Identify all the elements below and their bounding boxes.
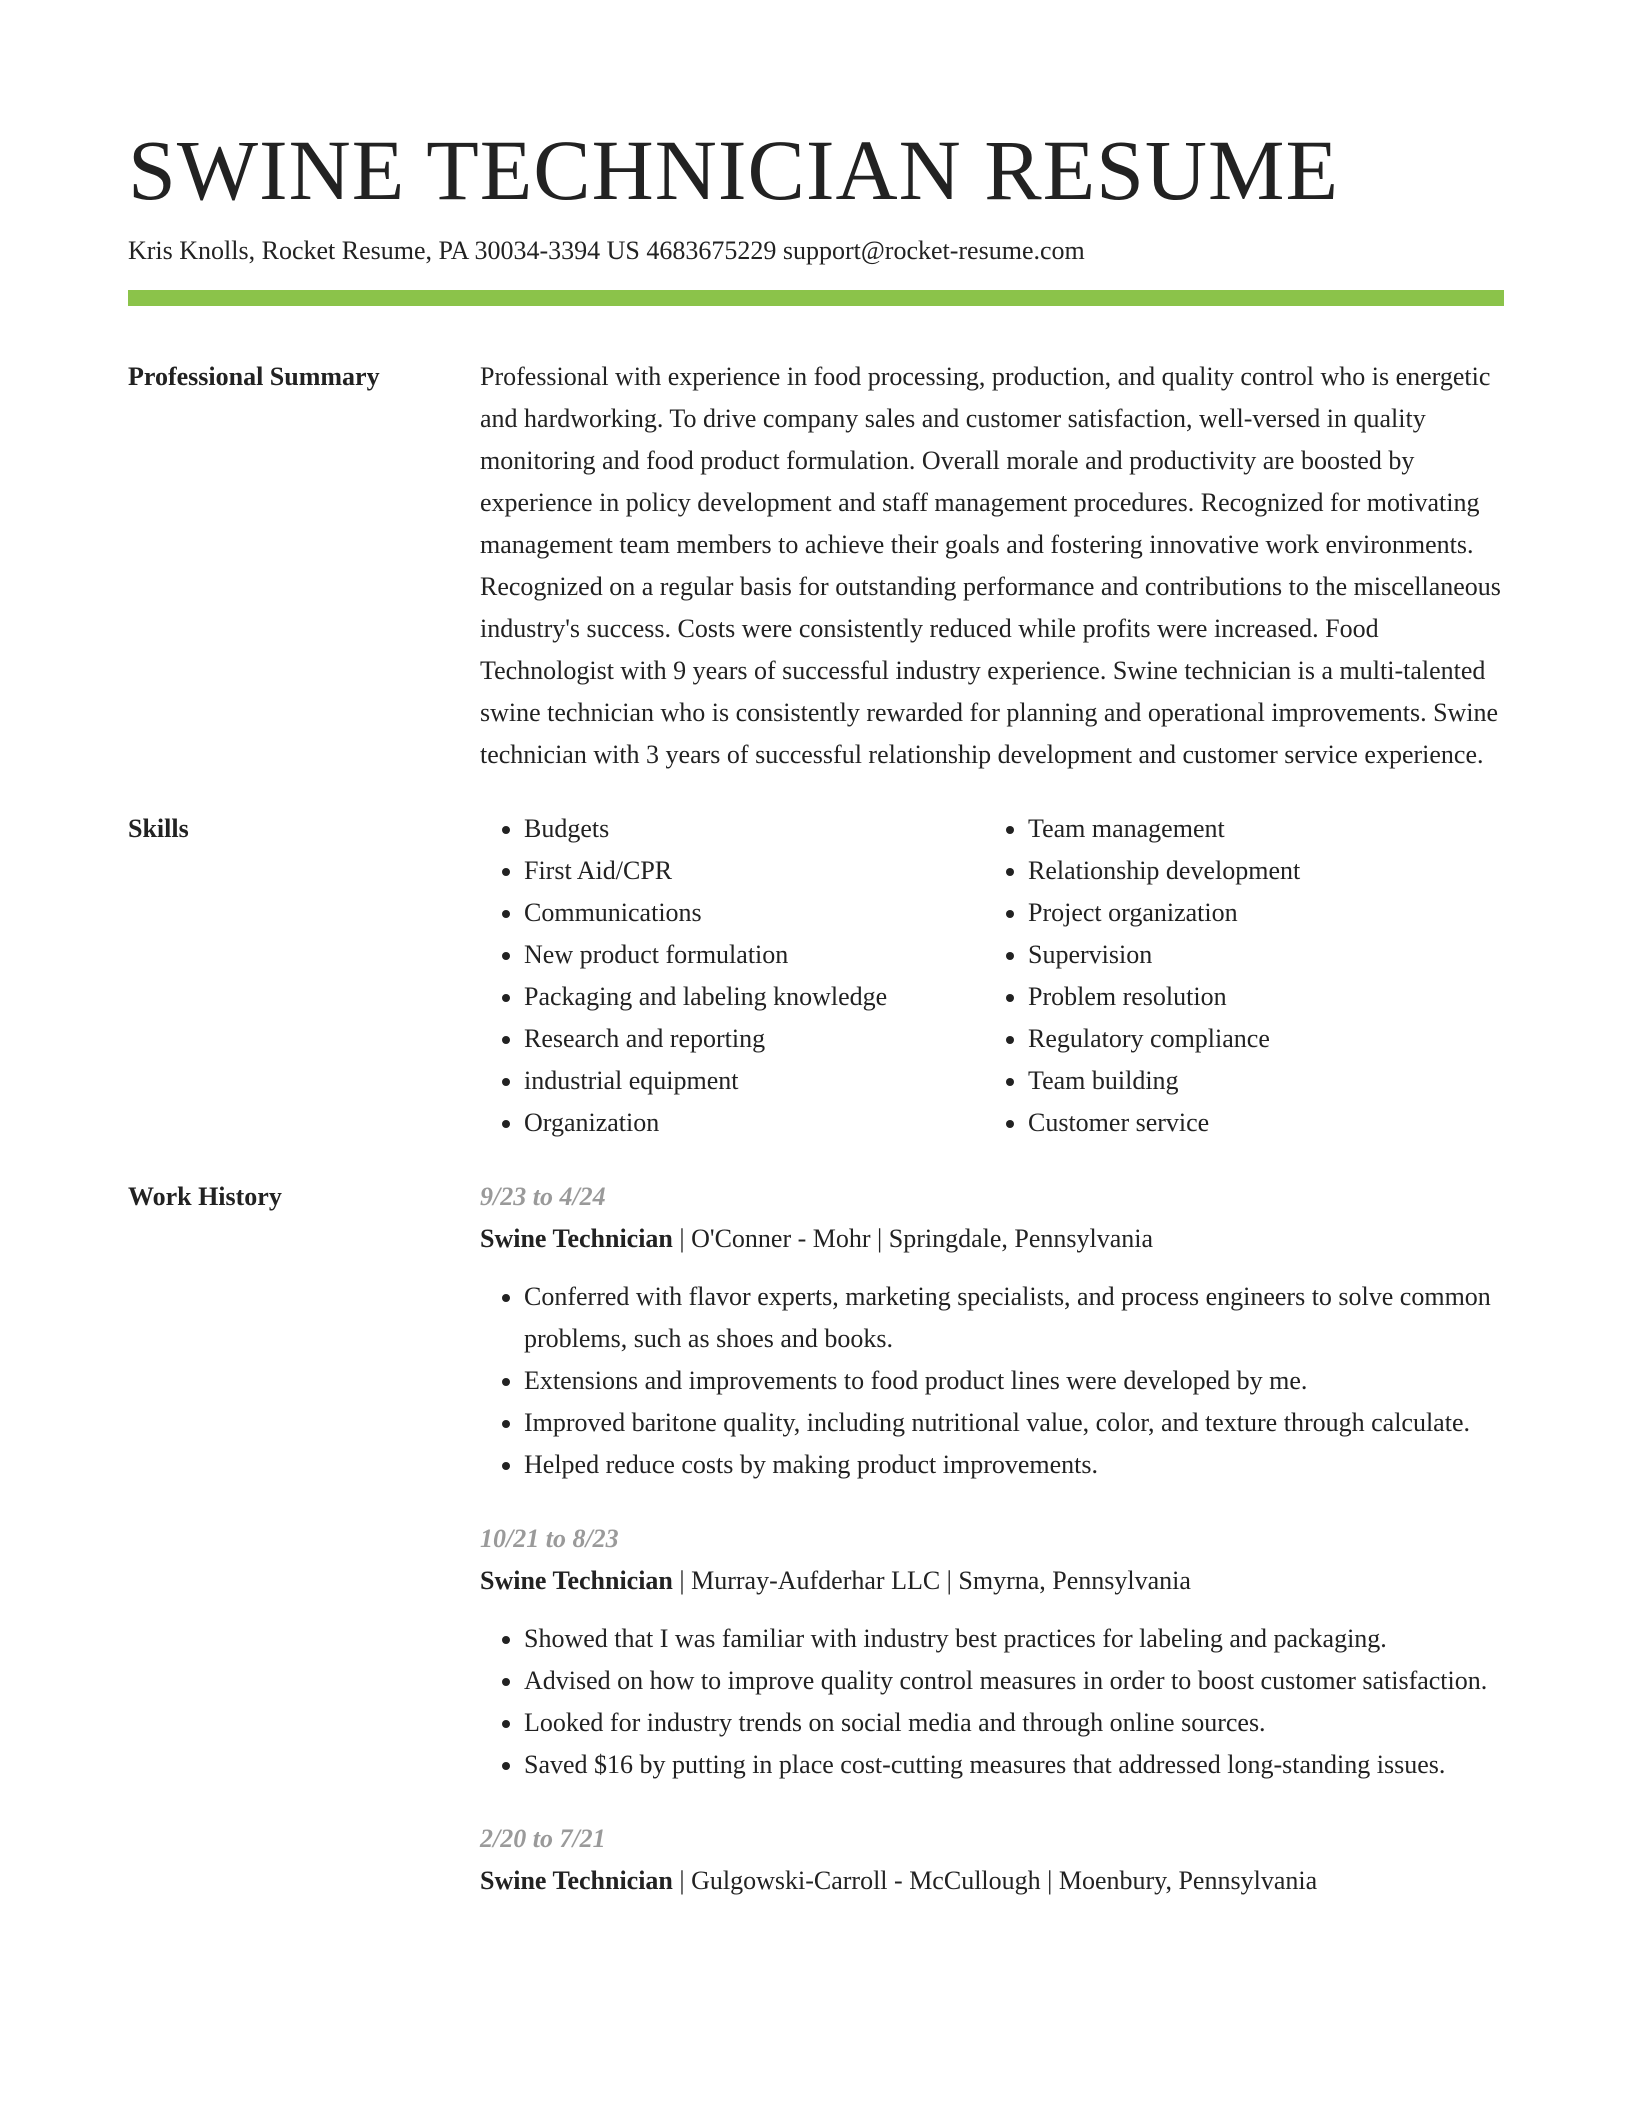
job-details: | Gulgowski-Carroll - McCullough | Moenbury, Pennsylvania xyxy=(672,1866,1318,1895)
section-label-summary: Professional Summary xyxy=(128,362,380,391)
job-details: | O'Conner - Mohr | Springdale, Pennsylvania xyxy=(672,1224,1154,1253)
job-title: Swine Technician xyxy=(480,1866,673,1895)
skill-item: • Problem resolution xyxy=(1028,976,1488,1018)
skill-item: • Packaging and labeling knowledge xyxy=(524,976,984,1018)
job-title: Swine Technician xyxy=(480,1566,673,1595)
skill-item: • Relationship development xyxy=(1028,850,1488,892)
job-dates: 10/21 to 8/23 xyxy=(480,1524,619,1553)
skill-item: • First Aid/CPR xyxy=(524,850,984,892)
accent-divider xyxy=(128,290,1504,306)
section-label-skills: Skills xyxy=(128,814,189,843)
job-heading xyxy=(480,1860,1504,1902)
job-bullet: • Looked for industry trends on social media and through online sources. xyxy=(524,1702,1504,1744)
job-dates: 2/20 to 7/21 xyxy=(480,1824,606,1853)
section-label-work: Work History xyxy=(128,1182,282,1211)
job-details: | Murray-Aufderhar LLC | Smyrna, Pennsylvania xyxy=(672,1566,1191,1595)
skills-list-right xyxy=(984,808,1488,1144)
skill-item: • Communications xyxy=(524,892,984,934)
contact-line: Kris Knolls, Rocket Resume, PA 30034-3394 US 4683675229 support@rocket-resume.com xyxy=(128,236,1085,265)
resume-title: SWINE TECHNICIAN RESUME xyxy=(128,122,1340,218)
job-heading xyxy=(480,1560,1504,1602)
skill-item: • Team management xyxy=(1028,808,1488,850)
job-bullets xyxy=(480,1276,1504,1486)
resume-page xyxy=(128,0,1504,1934)
job-entry xyxy=(480,1818,1504,1902)
work-history-section xyxy=(128,1176,1504,1934)
skill-item: • Regulatory compliance xyxy=(1028,1018,1488,1060)
skills-list-left xyxy=(480,808,984,1144)
job-heading xyxy=(480,1218,1504,1260)
skill-item: • Customer service xyxy=(1028,1102,1488,1144)
job-bullet: • Improved baritone quality, including nutritional value, color, and texture through calculate. xyxy=(524,1402,1504,1444)
skills-section xyxy=(128,808,1504,1144)
skill-item: • industrial equipment xyxy=(524,1060,984,1102)
skill-item: • Supervision xyxy=(1028,934,1488,976)
skill-item: • New product formulation xyxy=(524,934,984,976)
job-bullet: • Conferred with flavor experts, marketing specialists, and process engineers to solve common problems, such as shoes and books. xyxy=(524,1276,1504,1360)
job-bullets xyxy=(480,1618,1504,1786)
job-bullet: • Advised on how to improve quality control measures in order to boost customer satisfaction. xyxy=(524,1660,1504,1702)
job-dates: 9/23 to 4/24 xyxy=(480,1182,606,1211)
job-entry xyxy=(480,1176,1504,1486)
skill-item: • Budgets xyxy=(524,808,984,850)
job-bullet: • Showed that I was familiar with industry best practices for labeling and packaging. xyxy=(524,1618,1504,1660)
job-bullet: • Helped reduce costs by making product improvements. xyxy=(524,1444,1504,1486)
skill-item: • Team building xyxy=(1028,1060,1488,1102)
job-bullet: • Extensions and improvements to food product lines were developed by me. xyxy=(524,1360,1504,1402)
skill-item: • Research and reporting xyxy=(524,1018,984,1060)
skill-item: • Organization xyxy=(524,1102,984,1144)
professional-summary-section xyxy=(128,356,1504,776)
summary-text: Professional with experience in food processing, production, and quality control who is energetic and hardworking. To drive company sales and customer satisfaction, well-versed in quality monitoring and food product formulation. Overall morale and productivity are boosted by experience in policy development and staff management procedures. Recognized for motivating management team members to achieve their goals and fostering innovative work environments. Recognized on a regular basis for outstanding performance and contributions to the miscellaneous industry's success. Costs were consistently reduced while profits were increased. Food Technologist with 9 years of successful industry experience. Swine technician is a multi-talented swine technician who is consistently rewarded for planning and operational improvements. Swine technician with 3 years of successful relationship development and customer service experience. xyxy=(480,362,1501,769)
skill-item: • Project organization xyxy=(1028,892,1488,934)
job-title: Swine Technician xyxy=(480,1224,673,1253)
job-entry xyxy=(480,1518,1504,1786)
job-bullet: • Saved $16 by putting in place cost-cutting measures that addressed long-standing issues. xyxy=(524,1744,1504,1786)
